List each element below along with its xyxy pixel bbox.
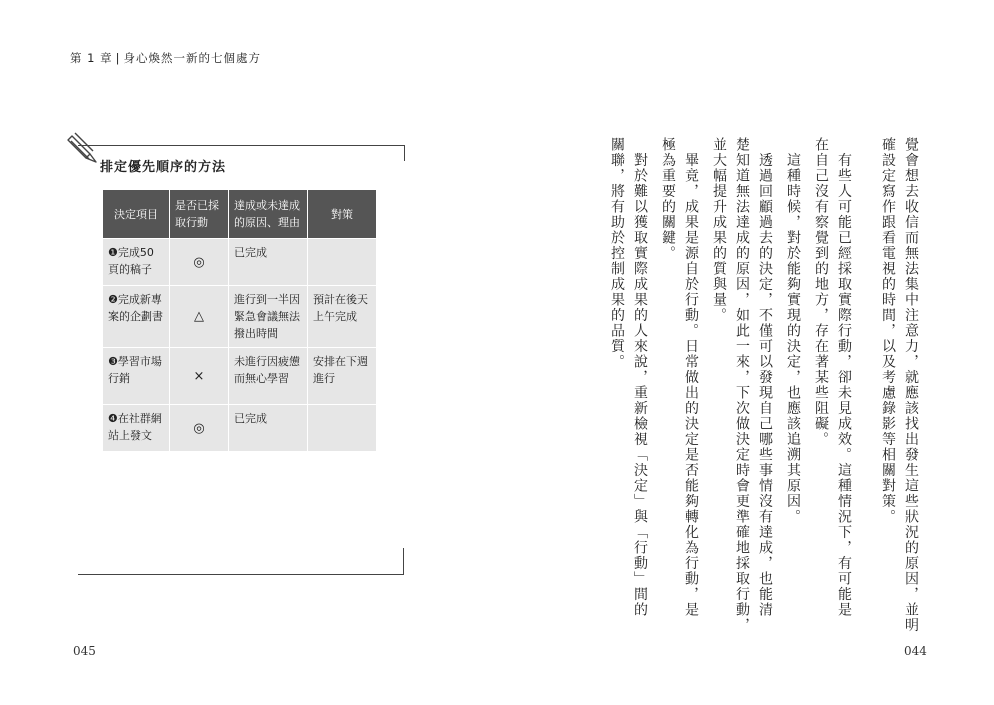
cell-item: ❹在社群網站上發文	[103, 405, 170, 452]
box-bottom-rule	[78, 574, 404, 575]
page-number: 044	[904, 644, 927, 658]
text-column: 在自己沒有察覺到的地方，存在著某些阻礙。	[813, 137, 829, 447]
box-top-rule	[78, 145, 405, 146]
cell-item: ❸學習市場行銷	[103, 348, 170, 405]
text-column: 有些人可能已經採取實際行動，卻未見成效。這種情況下，有可能是	[836, 137, 852, 618]
box-title: 排定優先順序的方法	[100, 160, 227, 175]
cell-action-mark: ◎	[170, 405, 229, 452]
text-column: 確設定寫作跟看電視的時間，以及考慮錄影等相關對策。	[880, 137, 896, 525]
cell-action-mark: △	[170, 286, 229, 348]
text-column: 覺會想去收信而無法集中注意力，就應該找出發生這些狀況的原因，並明	[903, 137, 919, 633]
text-column: 透過回顧過去的決定，不僅可以發現自己哪些事情沒有達成，也能清	[757, 137, 773, 618]
column-header-item: 決定項目	[103, 190, 170, 239]
box-corner-rule	[403, 548, 404, 575]
text-column: 對於難以獲取實際成果的人來說，重新檢視「決定」與「行動」間的	[632, 137, 648, 618]
table-row	[103, 348, 377, 405]
column-header-measure: 對策	[308, 190, 377, 239]
cell-item: ❷完成新專案的企劃書	[103, 286, 170, 348]
header-separator: |	[115, 51, 121, 65]
cell-measure	[308, 239, 377, 286]
table-row	[103, 239, 377, 286]
box-corner-rule	[404, 145, 405, 161]
text-column: 畢竟，成果是源自於行動。日常做出的決定是否能夠轉化為行動，是	[683, 137, 699, 618]
chapter-number: 第 1 章	[70, 51, 113, 65]
text-column: 並大幅提升成果的質與量。	[711, 137, 727, 323]
text-column: 這種時候，對於能夠實現的決定，也應該追溯其原因。	[785, 137, 801, 525]
cell-measure	[308, 405, 377, 452]
table-header-row	[103, 190, 377, 239]
cell-action-mark: ×	[170, 348, 229, 405]
chapter-title: 身心煥然一新的七個處方	[123, 51, 262, 65]
cell-item: ❶完成50頁的稿子	[103, 239, 170, 286]
running-header	[70, 50, 261, 66]
priority-table	[102, 189, 377, 452]
cell-measure: 安排在下週進行	[308, 348, 377, 405]
cell-reason: 已完成	[229, 405, 308, 452]
pencil-icon	[66, 130, 100, 164]
cell-reason: 進行到一半因緊急會議無法撥出時間	[229, 286, 308, 348]
cell-reason: 已完成	[229, 239, 308, 286]
right-page	[497, 0, 994, 705]
table-row	[103, 405, 377, 452]
cell-measure: 預計在後天上午完成	[308, 286, 377, 348]
text-column: 楚知道無法達成的原因，如此一來，下次做決定時會更準確地採取行動，	[734, 137, 750, 633]
text-column: 關聯，將有助於控制成果的品質。	[609, 137, 625, 370]
cell-reason: 未進行因疲憊而無心學習	[229, 348, 308, 405]
column-header-action: 是否已採取行動	[170, 190, 229, 239]
text-column: 極為重要的關鍵。	[660, 137, 676, 261]
table-row	[103, 286, 377, 348]
cell-action-mark: ◎	[170, 239, 229, 286]
page-number: 045	[73, 644, 96, 658]
column-header-reason: 達成或未達成的原因、理由	[229, 190, 308, 239]
